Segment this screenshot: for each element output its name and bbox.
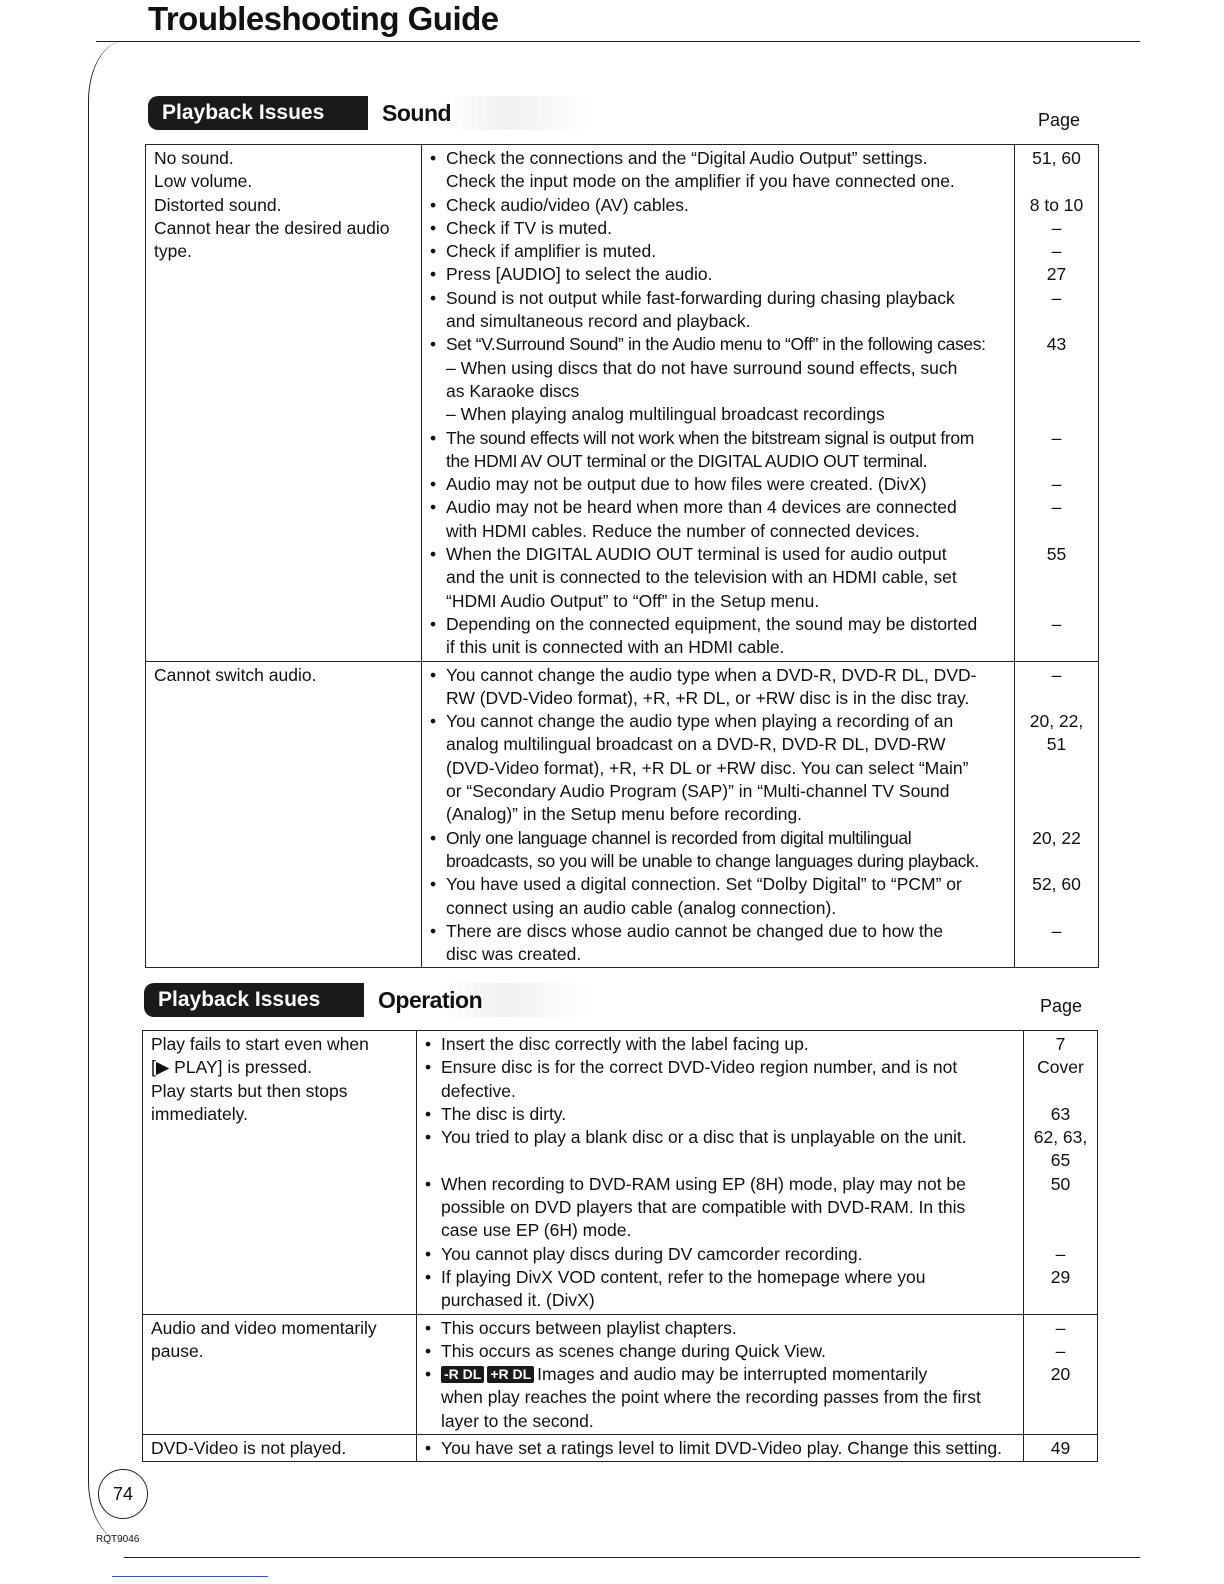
page-ref (1017, 780, 1096, 803)
problem-text: Cannot switch audio. (154, 664, 317, 685)
solution-text (446, 897, 1008, 920)
bullet-item (430, 710, 1008, 826)
solution-line: if this unit is connected with an HDMI cable. (446, 637, 785, 658)
solution-text (446, 450, 1008, 473)
solution-line: You have used a digital connection. Set “Dolby Digital” to “PCM” or (446, 874, 962, 895)
bullet-item (430, 873, 1008, 920)
page-title: Troubleshooting Guide (148, 0, 499, 37)
page-ref: 52, 60 (1032, 874, 1081, 895)
sound-table (145, 144, 1099, 968)
page-ref (1017, 757, 1096, 780)
page-ref: 20, 22, (1029, 711, 1084, 732)
solution-line: Set “V.Surround Sound” in the Audio menu to “Off” in the following cases: (446, 334, 986, 355)
solution-line: with HDMI cables. Reduce the number of connected devices. (446, 520, 920, 541)
page-ref: 49 (1050, 1438, 1071, 1459)
page-ref (1017, 403, 1096, 426)
solution-line: or “Secondary Audio Program (SAP)” in “Multi-channel TV Sound (446, 781, 950, 802)
solution-line: disc was created. (446, 944, 582, 965)
solution-line: This occurs as scenes change during Quick View. (441, 1340, 826, 1361)
solution-line: You have set a ratings level to limit DVD-Video play. Change this setting. (441, 1438, 1002, 1459)
solution-text (446, 920, 1008, 943)
solution-line: (Analog)” in the Setup menu before recording. (446, 804, 803, 825)
page-ref (1026, 1196, 1095, 1219)
page-ref: 65 (1050, 1150, 1071, 1171)
solution-line: You cannot change the audio type when a DVD-R, DVD-R DL, DVD- (446, 664, 977, 685)
solution-line: layer to the second. (441, 1410, 594, 1431)
solution-text (446, 664, 1008, 687)
bullet-item (430, 543, 1008, 613)
table-row (143, 1314, 1098, 1434)
solution-text (446, 636, 1008, 659)
solution-line: when play reaches the point where the recording passes from the first (441, 1387, 981, 1408)
solution-line: You cannot play discs during DV camcorder recording. (441, 1243, 863, 1264)
operation-page-label: Page (1040, 996, 1083, 1016)
solution-text (441, 1219, 1017, 1242)
operation-section-subtitle: Operation (378, 983, 588, 1017)
solution-text (441, 1363, 1017, 1386)
solution-text (446, 357, 1008, 380)
solution-text (441, 1340, 1017, 1363)
sound-page-label: Page (1038, 110, 1081, 130)
page-ref: – (1055, 1243, 1066, 1264)
page-ref (1017, 380, 1096, 403)
page-ref: – (1055, 1317, 1066, 1338)
solution-text (446, 543, 1008, 566)
solution-text (446, 780, 1008, 803)
problem-text: Cannot hear the desired audio (154, 217, 390, 238)
page-ref (1017, 310, 1096, 333)
solution-line: connect using an audio cable (analog connection). (446, 897, 837, 918)
problem-text: No sound. (154, 148, 234, 168)
bullet-item (430, 613, 1008, 660)
solution-text (441, 1410, 1017, 1433)
bullet-item (425, 1056, 1017, 1103)
solution-line: and simultaneous record and playback. (446, 311, 751, 332)
page-ref (1017, 450, 1096, 473)
page-ref (1026, 1289, 1095, 1312)
page-ref: 20 (1050, 1364, 1071, 1385)
solution-text (441, 1317, 1017, 1340)
page-ref: – (1055, 1340, 1066, 1361)
problem-text: Play fails to start even when (151, 1034, 369, 1054)
solution-line: analog multilingual broadcast on a DVD-R, DVD-R DL, DVD-RW (446, 734, 946, 755)
solution-text (446, 520, 1008, 543)
problem-text: Play starts but then stops (151, 1080, 348, 1101)
problem-text: DVD-Video is not played. (151, 1438, 347, 1459)
solution-line: – When playing analog multilingual broadcast recordings (446, 404, 885, 425)
solution-text (441, 1149, 1017, 1172)
page-cell (1024, 1435, 1098, 1462)
solution-text (446, 827, 1008, 850)
page-ref (1017, 687, 1096, 710)
page-cell (1024, 1314, 1098, 1434)
page-ref (1026, 1386, 1095, 1409)
page-ref: – (1051, 497, 1062, 518)
page-ref: – (1051, 474, 1062, 495)
bullet-item (430, 240, 1008, 263)
solution-line: Sound is not output while fast-forwarding during chasing playback (446, 287, 955, 308)
solution-text (446, 733, 1008, 756)
bullet-item (430, 920, 1008, 967)
bullet-item (430, 263, 1008, 286)
solution-text (446, 803, 1008, 826)
problem-cell (143, 1435, 417, 1462)
bullet-item (430, 427, 1008, 474)
solution-line: Only one language channel is recorded from digital multilingual (446, 827, 912, 848)
problem-text: type. (154, 241, 192, 262)
page-ref: 8 to 10 (1029, 194, 1084, 215)
problem-cell (143, 1031, 417, 1315)
solution-text (441, 1266, 1017, 1289)
solution-text (446, 170, 1008, 193)
solution-text (446, 333, 1008, 356)
solution-text (446, 566, 1008, 589)
bottom-rule (124, 1557, 1140, 1558)
link-underline (112, 1576, 268, 1577)
solution-line: Press [AUDIO] to select the audio. (446, 264, 713, 285)
bullet-item (430, 827, 1008, 874)
solution-text (441, 1103, 1017, 1126)
page-ref: – (1051, 920, 1062, 941)
page-ref: 55 (1046, 544, 1067, 565)
page-ref: – (1051, 241, 1062, 262)
problem-text: Audio and video momentarily (151, 1317, 377, 1338)
solution-cell (422, 661, 1015, 968)
page-ref: – (1051, 664, 1062, 685)
solution-text (446, 403, 1008, 426)
problem-text: Distorted sound. (154, 194, 282, 215)
solution-line: RW (DVD-Video format), +R, +R DL, or +RW disc is in the disc tray. (446, 687, 970, 708)
solution-cell (417, 1435, 1024, 1462)
sound-section-subtitle: Sound (382, 96, 592, 130)
disc-type-badge: +R DL (487, 1366, 534, 1383)
page-ref: 27 (1046, 264, 1067, 285)
problem-cell (146, 145, 422, 662)
page-ref: 20, 22 (1032, 827, 1081, 848)
solution-cell (417, 1031, 1024, 1315)
page-border-curve (88, 41, 129, 1541)
solution-text (446, 263, 1008, 286)
page-ref: – (1051, 287, 1062, 308)
solution-text (446, 687, 1008, 710)
solution-text (446, 496, 1008, 519)
bullet-item (425, 1173, 1017, 1243)
solution-text (446, 757, 1008, 780)
bullet-item (425, 1340, 1017, 1363)
bullet-item (425, 1437, 1017, 1460)
document-code: RQT9046 (96, 1534, 140, 1545)
disc-type-badge: -R DL (441, 1366, 484, 1383)
table-row (146, 145, 1099, 662)
bullet-item (430, 217, 1008, 240)
solution-line: If playing DivX VOD content, refer to the homepage where you (441, 1266, 926, 1287)
page-ref: 43 (1046, 334, 1067, 355)
solution-line: Check the connections and the “Digital Audio Output” settings. (446, 148, 928, 168)
problem-text: Low volume. (154, 171, 253, 192)
solution-text (441, 1080, 1017, 1103)
problem-text: immediately. (151, 1103, 248, 1124)
solution-text (446, 240, 1008, 263)
solution-line: – When using discs that do not have surround sound effects, such (446, 357, 958, 378)
page-ref: Cover (1037, 1057, 1084, 1078)
problem-text: [▶ PLAY] is pressed. (151, 1057, 312, 1078)
solution-text (446, 473, 1008, 496)
solution-line: You tried to play a blank disc or a disc that is unplayable on the unit. (441, 1127, 967, 1148)
solution-line: There are discs whose audio cannot be changed due to how the (446, 920, 944, 941)
page-ref (1017, 897, 1096, 920)
title-rule (96, 41, 1140, 42)
solution-line: The disc is dirty. (441, 1103, 567, 1124)
operation-section-header (144, 983, 604, 1017)
page-ref: 7 (1055, 1034, 1066, 1054)
solution-line: Check the input mode on the amplifier if you have connected one. (446, 171, 955, 192)
solution-line: broadcasts, so you will be unable to change languages during playback. (446, 850, 979, 871)
solution-line: The sound effects will not work when the bitstream signal is output from (446, 427, 974, 448)
solution-text (446, 590, 1008, 613)
table-row (143, 1435, 1098, 1462)
solution-text (446, 310, 1008, 333)
solution-text (446, 287, 1008, 310)
solution-line: the HDMI AV OUT terminal or the DIGITAL AUDIO OUT terminal. (446, 450, 928, 471)
page-ref (1017, 636, 1096, 659)
page-ref: 63 (1050, 1103, 1071, 1124)
solution-text (441, 1056, 1017, 1079)
page-ref (1017, 357, 1096, 380)
page-ref (1017, 590, 1096, 613)
page-ref: – (1051, 427, 1062, 448)
solution-line: “HDMI Audio Output” to “Off” in the Setup menu. (446, 590, 820, 611)
page-ref (1017, 850, 1096, 873)
bullet-item (425, 1033, 1017, 1056)
page-cell (1015, 145, 1099, 662)
page-number: 74 (98, 1469, 148, 1519)
solution-text (446, 147, 1008, 170)
solution-line: Images and audio may be interrupted momentarily (537, 1364, 928, 1385)
solution-line: Depending on the connected equipment, the sound may be distorted (446, 613, 978, 634)
page-ref: 50 (1050, 1173, 1071, 1194)
operation-section-pill: Playback Issues (144, 983, 364, 1017)
bullet-item (425, 1363, 1017, 1433)
page-ref (1017, 943, 1096, 966)
solution-line: purchased it. (DivX) (441, 1290, 595, 1311)
solution-text (446, 613, 1008, 636)
solution-text (446, 943, 1008, 966)
solution-line: You cannot change the audio type when playing a recording of an (446, 711, 954, 732)
page-ref: 51 (1046, 734, 1067, 755)
solution-text (441, 1033, 1017, 1056)
solution-line: Insert the disc correctly with the label facing up. (441, 1034, 809, 1054)
solution-line: (DVD-Video format), +R, +R DL or +RW disc. You can select “Main” (446, 757, 969, 778)
solution-line: Audio may not be heard when more than 4 devices are connected (446, 497, 957, 518)
table-row (146, 661, 1099, 968)
bullet-item (430, 473, 1008, 496)
solution-text (441, 1126, 1017, 1149)
bullet-item (425, 1126, 1017, 1173)
solution-text (446, 850, 1008, 873)
bullet-item (425, 1243, 1017, 1266)
bullet-item (425, 1266, 1017, 1313)
bullet-item (430, 333, 1008, 356)
solution-text (441, 1437, 1017, 1460)
bullet-item (430, 194, 1008, 217)
sound-section-pill: Playback Issues (148, 96, 368, 130)
page-ref: 51, 60 (1032, 148, 1081, 168)
problem-cell (146, 661, 422, 968)
solution-line: When recording to DVD-RAM using EP (8H) mode, play may not be (441, 1173, 966, 1194)
solution-text (446, 380, 1008, 403)
bullet-item (425, 1103, 1017, 1126)
solution-line: This occurs between playlist chapters. (441, 1317, 737, 1338)
solution-line: Check audio/video (AV) cables. (446, 194, 689, 215)
solution-text (446, 710, 1008, 733)
operation-table (142, 1030, 1098, 1462)
sub-list-item (430, 357, 1008, 427)
page-ref: – (1051, 217, 1062, 238)
solution-line: When the DIGITAL AUDIO OUT terminal is used for audio output (446, 544, 947, 565)
table-row (143, 1031, 1098, 1315)
solution-line: Check if amplifier is muted. (446, 241, 657, 262)
solution-text (446, 873, 1008, 896)
solution-text (441, 1289, 1017, 1312)
solution-text (441, 1173, 1017, 1196)
bullet-item (430, 664, 1008, 711)
page-ref: 62, 63, (1033, 1127, 1088, 1148)
solution-cell (417, 1314, 1024, 1434)
page-ref (1026, 1219, 1095, 1242)
bullet-item (430, 496, 1008, 543)
page-cell (1015, 661, 1099, 968)
solution-line: and the unit is connected to the television with an HDMI cable, set (446, 567, 957, 588)
problem-text: pause. (151, 1340, 204, 1361)
solution-line: defective. (441, 1080, 516, 1101)
solution-line: case use EP (6H) mode. (441, 1220, 632, 1241)
bullet-item (425, 1317, 1017, 1340)
solution-text (446, 194, 1008, 217)
solution-cell (422, 145, 1015, 662)
solution-text (446, 427, 1008, 450)
solution-text (441, 1386, 1017, 1409)
bullet-item (430, 287, 1008, 334)
page-ref: – (1051, 613, 1062, 634)
solution-text (441, 1243, 1017, 1266)
solution-text (446, 217, 1008, 240)
bullet-item (430, 147, 1008, 194)
solution-line: Ensure disc is for the correct DVD-Video region number, and is not (441, 1057, 958, 1078)
page-ref (1017, 803, 1096, 826)
page-ref (1026, 1080, 1095, 1103)
page-cell (1024, 1031, 1098, 1315)
solution-line: possible on DVD players that are compatible with DVD-RAM. In this (441, 1197, 966, 1218)
solution-line: Check if TV is muted. (446, 217, 612, 238)
sound-section-header (148, 96, 608, 130)
page-ref (1017, 566, 1096, 589)
solution-line: as Karaoke discs (446, 380, 580, 401)
solution-text (441, 1196, 1017, 1219)
page-ref: 29 (1050, 1266, 1071, 1287)
solution-line: Audio may not be output due to how files were created. (DivX) (446, 474, 927, 495)
problem-cell (143, 1314, 417, 1434)
page-ref (1026, 1410, 1095, 1433)
page-ref (1017, 170, 1096, 193)
page-ref (1017, 520, 1096, 543)
